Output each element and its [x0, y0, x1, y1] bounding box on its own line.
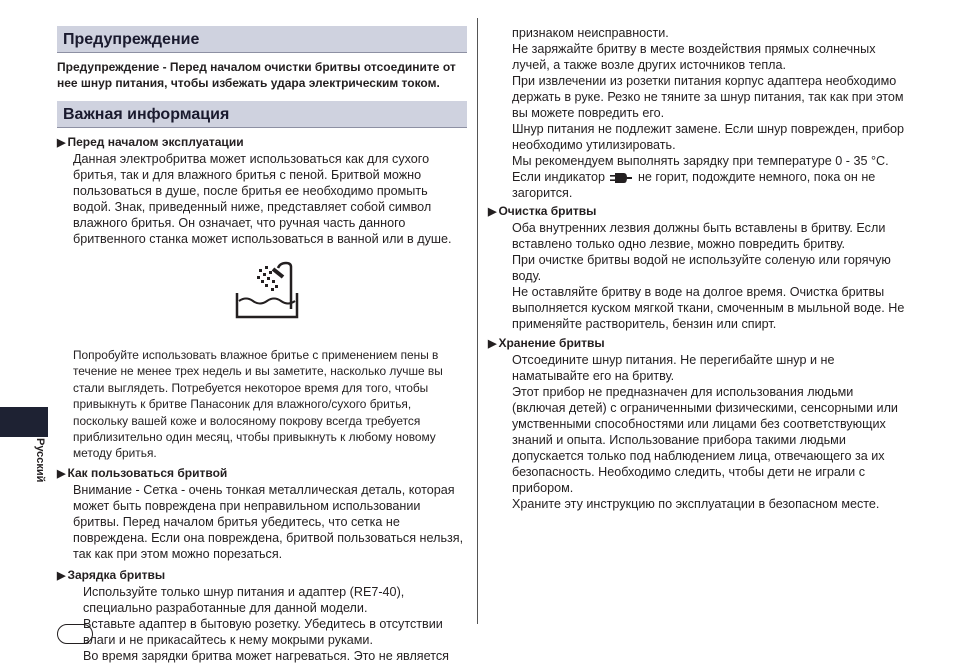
right-column	[488, 25, 908, 512]
storage-heading-label: Хранение бритвы	[498, 336, 605, 350]
cleaning-p3: Не оставляйте бритву в воде на долгое время. Очистка бритвы выполняется куском мягкой ткани, смоченным в мыльной воде. Не применяйте растворитель, бензин или спирт.	[512, 285, 905, 331]
before-use-heading-label: Перед началом эксплуатации	[67, 135, 244, 149]
right-p1: признаком неисправности.	[512, 26, 669, 40]
right-p6	[488, 169, 908, 201]
page-number-oval	[57, 624, 93, 644]
charging-heading	[57, 568, 467, 584]
storage-p3: Храните эту инструкцию по эксплуатации в безопасном месте.	[512, 497, 880, 511]
right-p2: Не заряжайте бритву в месте воздействия прямых солнечных лучей, а также возле других источников тепла.	[512, 42, 876, 72]
how-to-use-text: Внимание - Сетка - очень тонкая металлическая деталь, которая может быть повреждена при неправильном использовании бритвы. Перед началом бритья убедитесь, что сетка не повреждена. Если она повреждена, бритвой пользоваться нельзя, так как при этом можно порезаться.	[73, 482, 464, 561]
language-label: Русский	[34, 438, 46, 483]
shower-bath-icon	[235, 261, 301, 321]
charging-p3: Во время зарядки бритва может нагреваться. Это не является	[83, 648, 449, 663]
charging-p1: Используйте только шнур питания и адаптер (RE7-40), специально разработанные для данной модели.	[83, 584, 405, 615]
right-p6-end: не горит, подождите немного, пока он не загорится.	[512, 170, 876, 200]
storage-p2: Этот прибор не предназначен для использования людьми (включая детей) с ограниченными физическими, сенсорными или умственными способностями или лицами без соответствующих знаний и опыта. Использование прибора такими людьми допускается только под наблюдением лица, отвечающего за их безопасность. Необходимо следить, чтобы дети не играли с прибором.	[512, 385, 898, 495]
plug-indicator-icon	[610, 173, 632, 183]
triangle-right-icon: ▶	[57, 137, 66, 149]
storage-heading	[488, 336, 908, 352]
cleaning-heading-label: Очистка бритвы	[498, 204, 597, 218]
warning-title: Предупреждение	[57, 26, 467, 53]
right-p4: Шнур питания не подлежит замене. Если шнур поврежден, прибор необходимо утилизировать.	[512, 122, 904, 152]
shower-figure	[57, 261, 467, 331]
right-p5: Мы рекомендуем выполнять зарядку при температуре 0 - 35 °C.	[512, 154, 889, 168]
cleaning-p1: Оба внутренних лезвия должны быть вставлены в бритву. Если вставлено только одно лезвие, можно повредить бритву.	[512, 221, 886, 251]
triangle-right-icon: ▶	[57, 467, 66, 480]
left-column	[57, 0, 467, 664]
right-p3: При извлечении из розетки питания корпус адаптера необходимо держать в руке. Резко не тяните за шнур питания, так как при этом вы можете повредить его.	[512, 74, 904, 120]
before-use-heading	[57, 135, 467, 151]
triangle-right-icon: ▶	[488, 206, 497, 218]
storage-p1: Отсоедините шнур питания. Не перегибайте шнур и не наматывайте его на бритву.	[512, 353, 835, 383]
triangle-right-icon: ▶	[57, 569, 66, 582]
how-to-use-heading	[57, 466, 467, 482]
right-p6-start: Если индикатор	[512, 170, 605, 184]
charging-heading-label: Зарядка бритвы	[67, 567, 166, 582]
try-text: Попробуйте использовать влажное бритье с применением пены в течение не менее трех недель и вы заметите, насколько лучше вы стали выглядеть. Потребуется некоторое время для того, чтобы привыкнуть к бритве Панасоник для влажного/сухого бритья, поскольку вашей коже и волосяному покрову всегда требуется приблизительно один месяц, чтобы привыкнуть к любому новому методу бритья.	[73, 348, 443, 461]
info-title: Важная информация	[57, 101, 467, 128]
language-side-tab	[0, 407, 48, 437]
how-to-use-heading-label: Как пользоваться бритвой	[67, 465, 228, 480]
triangle-right-icon: ▶	[488, 338, 497, 350]
charging-p2: Вставьте адаптер в бытовую розетку. Убедитесь в отсутствии влаги и не прикасайтесь к нему мокрыми руками.	[83, 616, 443, 647]
cleaning-p2: При очистке бритвы водой не используйте соленую или горячую воду.	[512, 253, 891, 283]
column-divider	[477, 18, 478, 624]
cleaning-heading	[488, 204, 908, 220]
before-use-text: Данная электробритва может использоваться как для сухого бритья, так и для влажного бритья с пеной. Бритвой можно пользоваться в душе, после бритья ее необходимо промыть водой. Знак, приведенный ниже, представляет собой символ влажного бритья. Он означает, что ручная часть данного бритвенного станка может использоваться в ванной или в душе.	[73, 152, 452, 246]
warning-text: Предупреждение - Перед началом очистки бритвы отсоедините от нее шнур питания, чтобы избежать удара электрическим током.	[57, 60, 456, 90]
